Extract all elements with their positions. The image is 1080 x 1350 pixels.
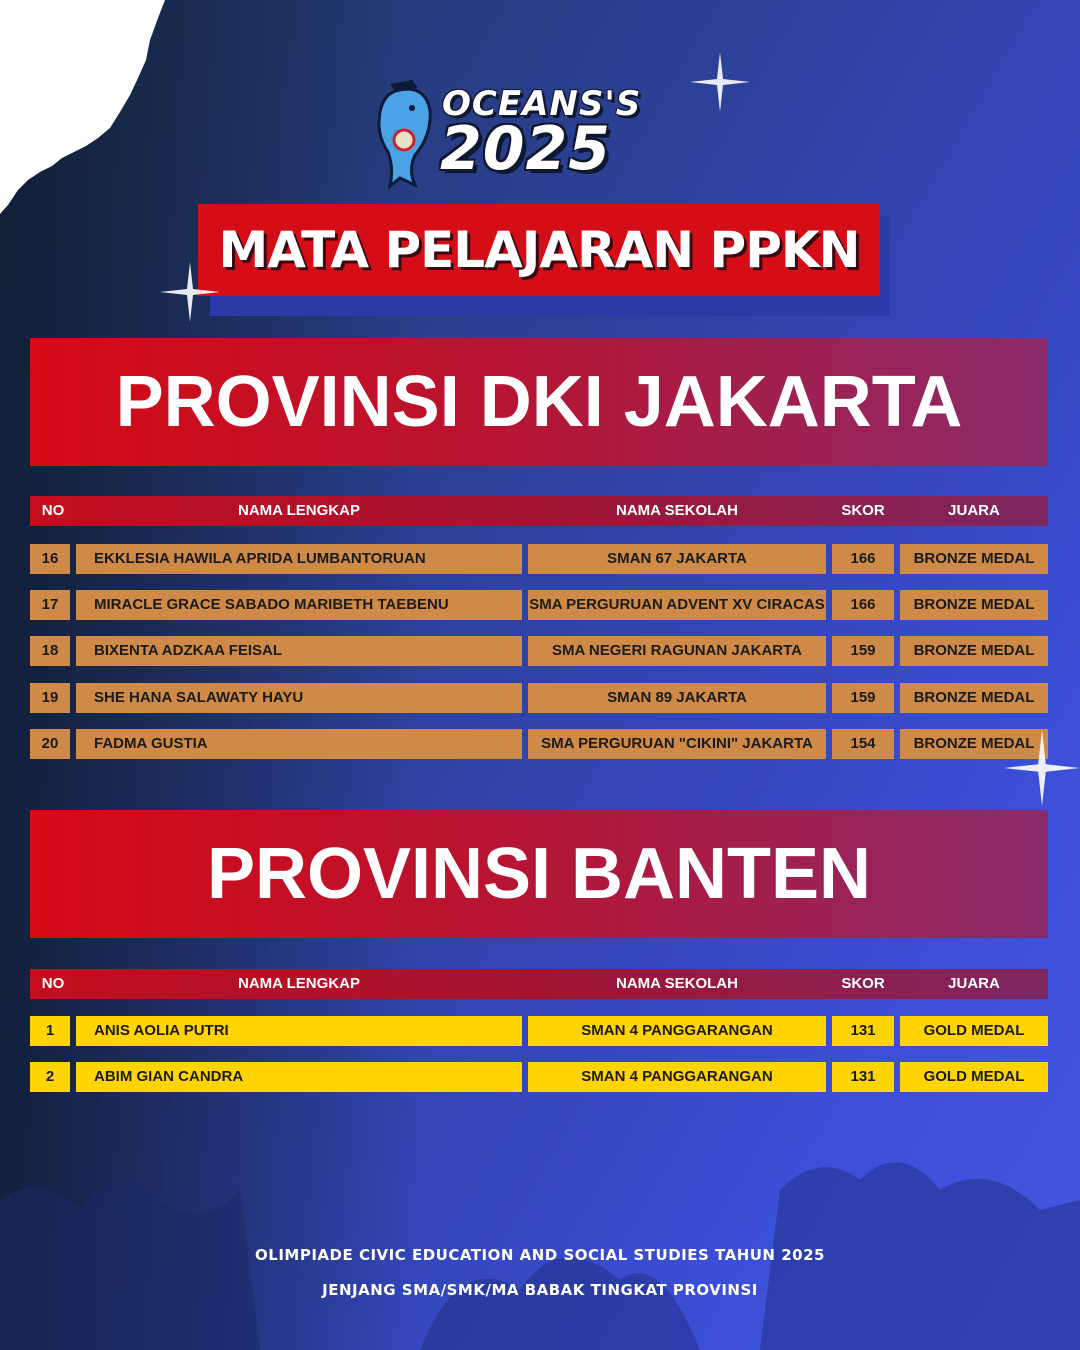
row-no: 17	[30, 590, 70, 620]
row-medal: BRONZE MEDAL	[900, 636, 1048, 666]
row-score: 131	[832, 1016, 894, 1046]
row-medal: BRONZE MEDAL	[900, 729, 1048, 759]
reef-silhouette	[0, 1050, 1080, 1350]
row-school: SMA NEGERI RAGUNAN JAKARTA	[528, 636, 826, 666]
col-no: NO	[41, 502, 65, 519]
table-header	[30, 496, 1048, 526]
sparkle-icon	[690, 52, 750, 112]
row-school: SMAN 4 PANGGARANGAN	[528, 1016, 826, 1046]
logo-title: OCEANS'S	[442, 84, 642, 124]
row-no: 20	[30, 729, 70, 759]
row-medal: BRONZE MEDAL	[900, 683, 1048, 713]
province-title: PROVINSI DKI JAKARTA	[115, 362, 963, 442]
row-name: ABIM GIAN CANDRA	[76, 1062, 522, 1092]
province-banner-dki	[30, 338, 1048, 466]
row-name: ANIS AOLIA PUTRI	[76, 1016, 522, 1046]
col-school: NAMA SEKOLAH	[616, 975, 738, 992]
subject-title: MATA PELAJARAN PPKN	[218, 221, 860, 279]
col-score: SKOR	[841, 975, 885, 992]
table-header	[30, 969, 1048, 999]
col-no: NO	[41, 975, 65, 992]
row-school: SMAN 89 JAKARTA	[528, 683, 826, 713]
row-score: 131	[832, 1062, 894, 1092]
row-no: 2	[30, 1062, 70, 1092]
row-no: 16	[30, 544, 70, 574]
col-name: NAMA LENGKAP	[238, 975, 360, 992]
row-school: SMA PERGURUAN "CIKINI" JAKARTA	[528, 729, 826, 759]
row-no: 19	[30, 683, 70, 713]
col-medal: JUARA	[948, 502, 1000, 519]
row-no: 1	[30, 1016, 70, 1046]
row-name: EKKLESIA HAWILA APRIDA LUMBANTORUAN	[76, 544, 522, 574]
sparkle-icon	[1004, 730, 1080, 806]
row-name: BIXENTA ADZKAA FEISAL	[76, 636, 522, 666]
dolphin-mascot-icon	[370, 80, 440, 190]
row-score: 166	[832, 590, 894, 620]
row-medal: GOLD MEDAL	[900, 1062, 1048, 1092]
row-name: MIRACLE GRACE SABADO MARIBETH TAEBENU	[76, 590, 522, 620]
province-title: PROVINSI BANTEN	[206, 834, 872, 914]
col-name: NAMA LENGKAP	[238, 502, 360, 519]
row-no: 18	[30, 636, 70, 666]
row-medal: BRONZE MEDAL	[900, 590, 1048, 620]
col-medal: JUARA	[948, 975, 1000, 992]
row-school: SMAN 4 PANGGARANGAN	[528, 1062, 826, 1092]
row-score: 154	[832, 729, 894, 759]
row-name: SHE HANA SALAWATY HAYU	[76, 683, 522, 713]
row-medal: BRONZE MEDAL	[900, 544, 1048, 574]
sparkle-icon	[160, 262, 220, 322]
col-score: SKOR	[841, 502, 885, 519]
footer-line1: OLIMPIADE CIVIC EDUCATION AND SOCIAL STUDIES TAHUN 2025	[255, 1246, 825, 1264]
row-score: 159	[832, 636, 894, 666]
row-school: SMAN 67 JAKARTA	[528, 544, 826, 574]
footer-line2: JENJANG SMA/SMK/MA BABAK TINGKAT PROVINSI	[322, 1281, 758, 1299]
row-score: 159	[832, 683, 894, 713]
row-medal: GOLD MEDAL	[900, 1016, 1048, 1046]
row-score: 166	[832, 544, 894, 574]
row-name: FADMA GUSTIA	[76, 729, 522, 759]
row-school: SMA PERGURUAN ADVENT XV CIRACAS	[528, 590, 826, 620]
event-logo	[370, 80, 730, 190]
col-school: NAMA SEKOLAH	[616, 502, 738, 519]
logo-year: 2025	[440, 114, 611, 184]
province-banner-banten	[30, 810, 1048, 938]
subject-banner	[198, 204, 880, 296]
